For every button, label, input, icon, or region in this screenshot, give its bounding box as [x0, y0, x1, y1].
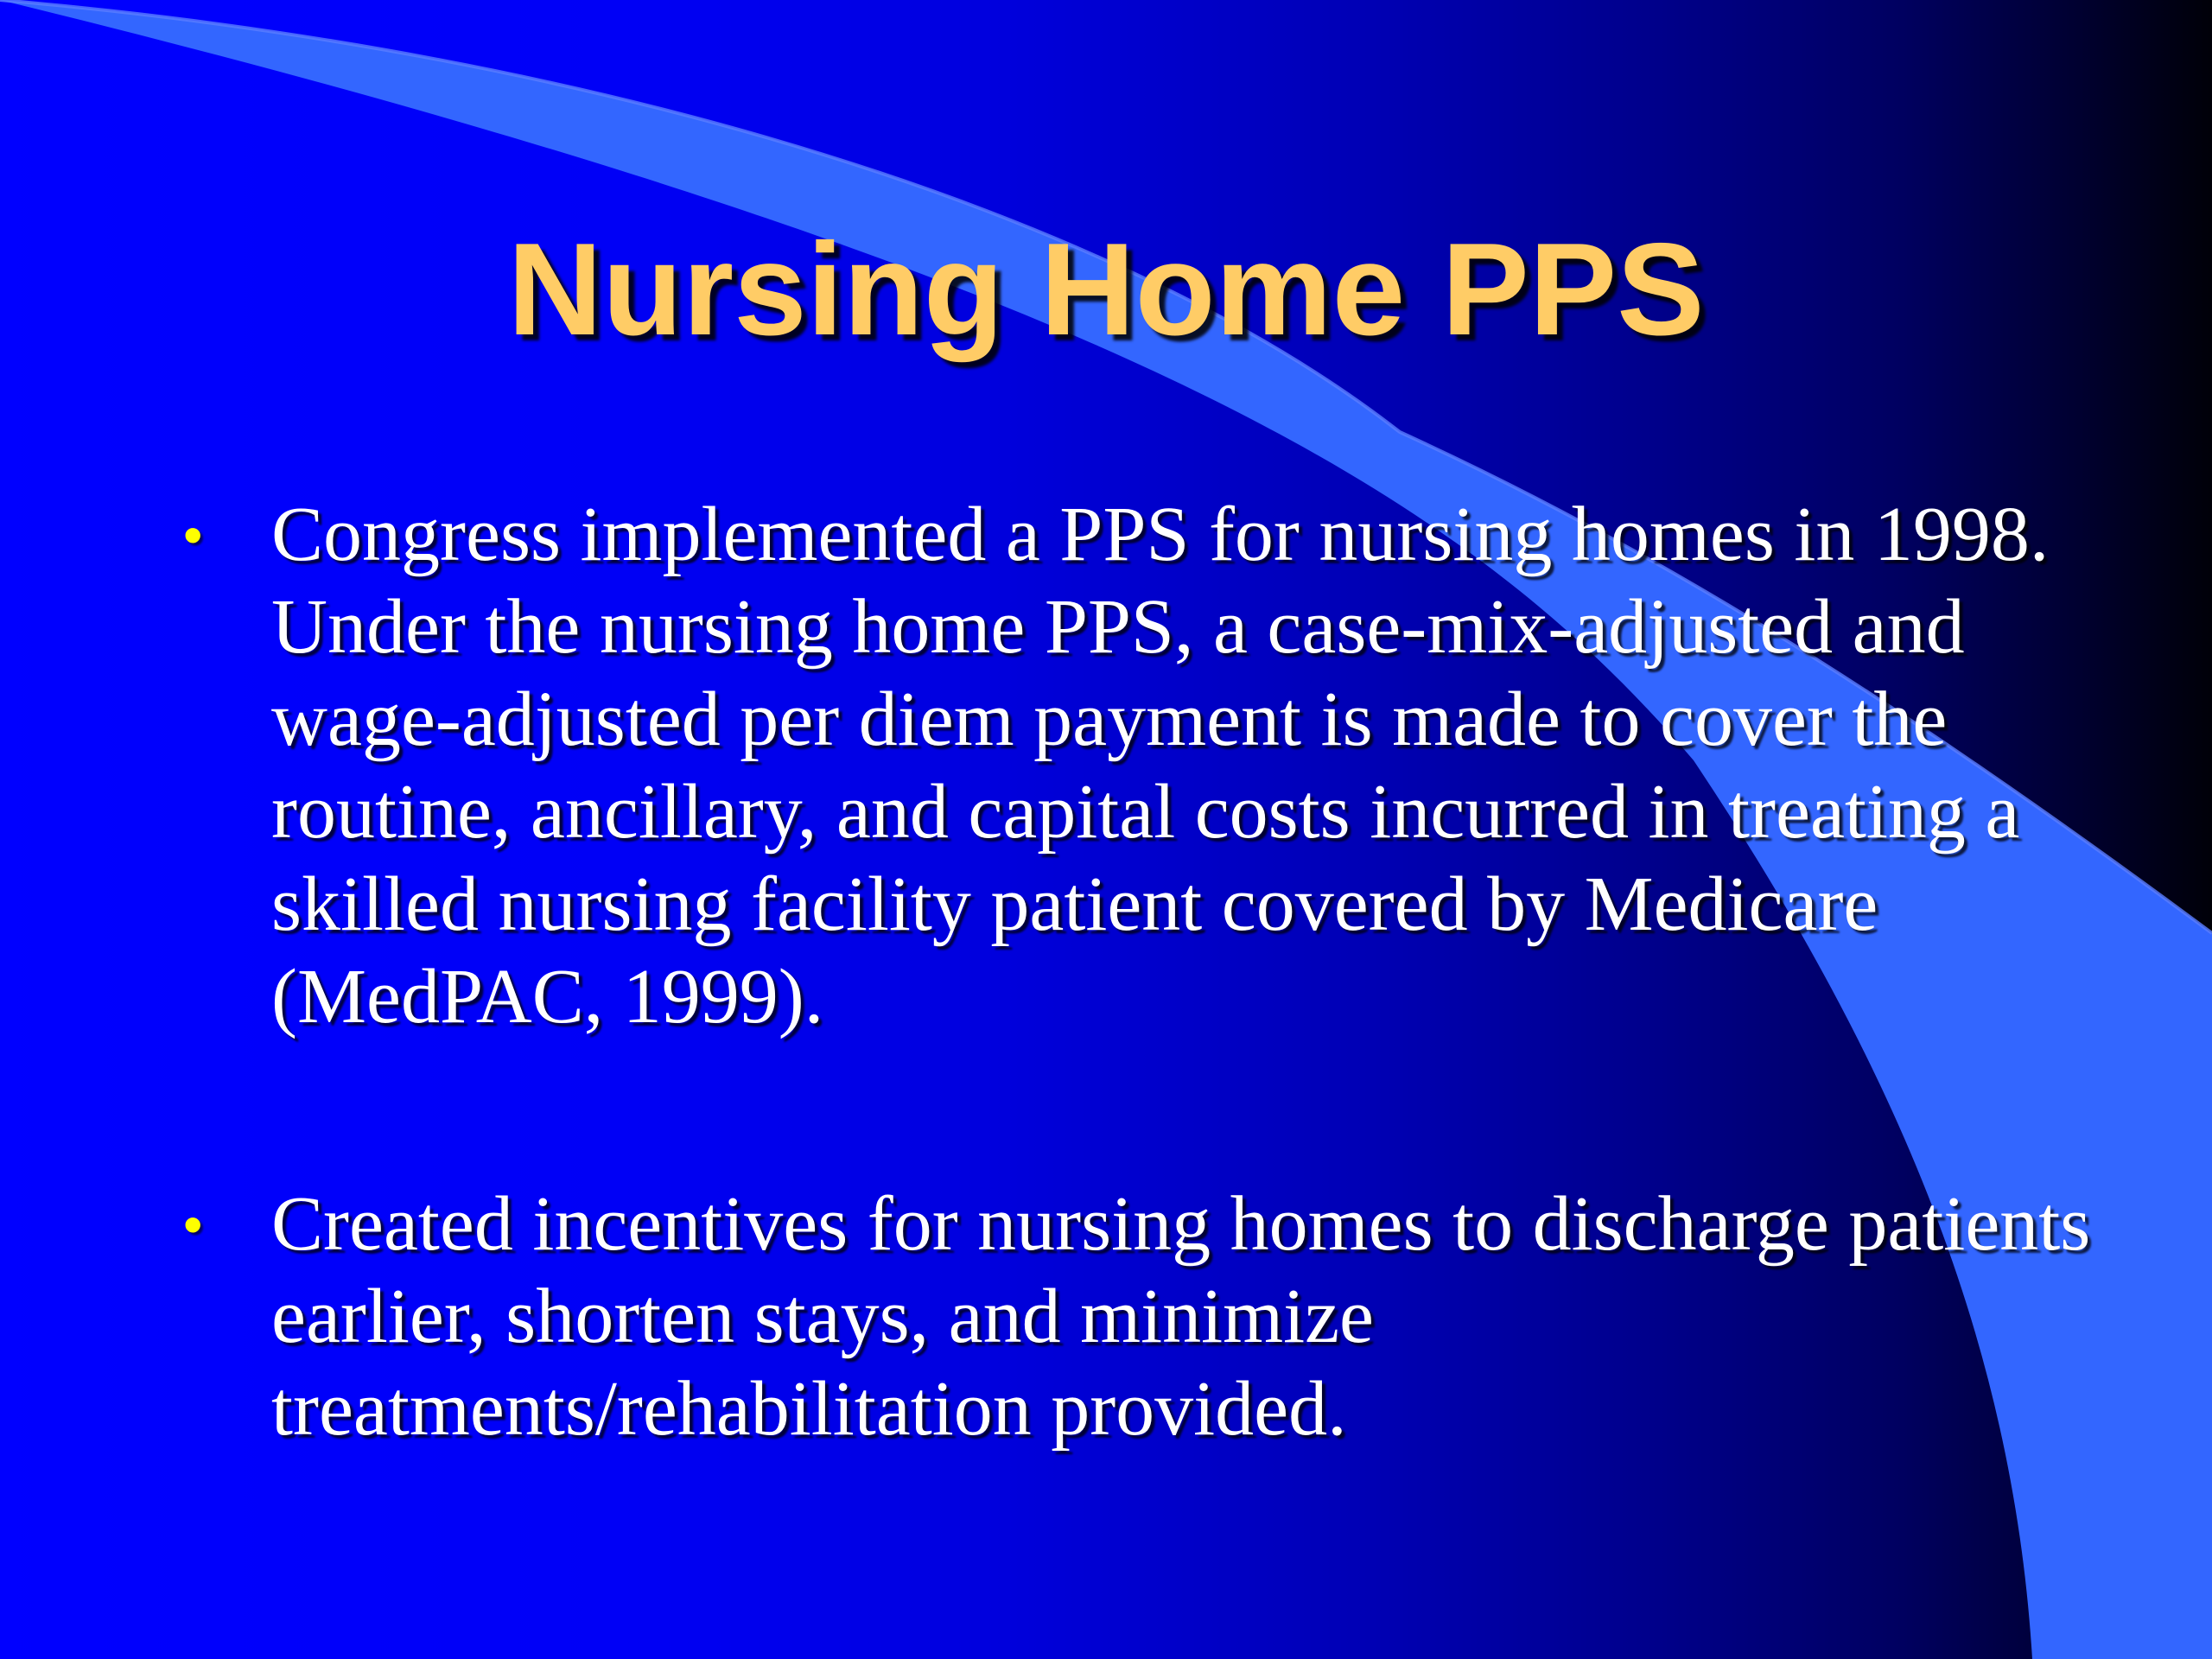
bullet-item [183, 488, 2110, 1043]
bullet-item [183, 1178, 2110, 1455]
slide-title: Nursing Home PPS [507, 216, 1705, 363]
bullet-text: Created incentives for nursing homes to discharge patients earlier, shorten stays, and minimize treatments/rehabilitation provided. [271, 1181, 2091, 1452]
bullet-dot-icon: • [183, 504, 203, 566]
bullet-text: Congress implemented a PPS for nursing homes in 1998. Under the nursing home PPS, a case-mix-adjusted and wage-adjusted per diem payment is made to cover the routine, ancillary, and capital costs incurred in treating a skilled nursing facility patient covered by Medicare (MedPAC, 1999). [271, 492, 2050, 1039]
bullet-dot-icon: • [183, 1193, 203, 1255]
